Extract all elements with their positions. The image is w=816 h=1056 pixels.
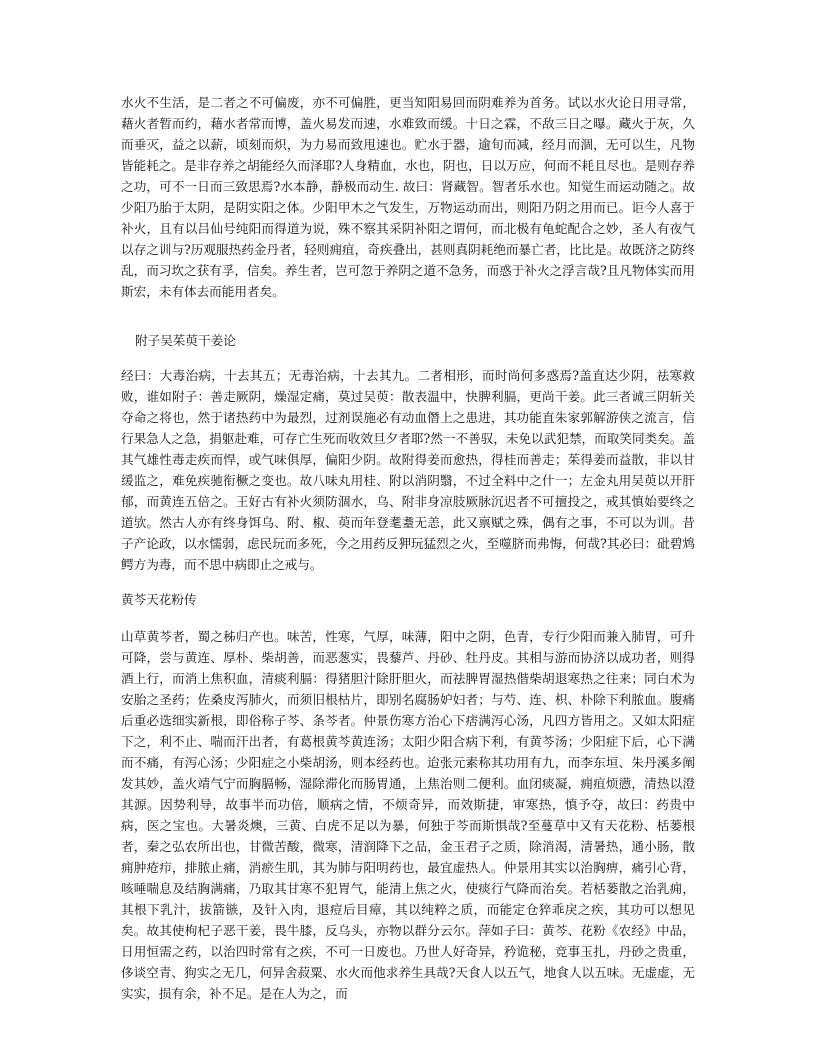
paragraph-fuzi: 经曰：大毒治病，十去其五；无毒治病，十去其九。二者相形，而时尚何多惑焉?盖直达少阴，祛寒救败，谁如附子：善走厥阴，燥湿定痛，莫过吴萸：散表温中，快脾利膈，更尚干姜。此三者诚三阴斩关夺命之将也，然于诸热药中为最烈，过剂误施必有动血僭上之患进，其功能直朱家郭解游侠之流言，信行果急人之急，捐躯赴难，可存亡生死而收效旦夕者耶?然一不善驭，未免以武犯禁，而取笑同类矣。盖其气雄性毒走疾而悍，或气味俱厚，偏阳少阴。故附得姜而愈热，得桂而善走；茱得姜而益散，非以甘缓监之，难免疾驰衔橛之变也。故八味丸用桂、附以消阴翳，不过全料中之什一；左金丸用吴萸以开肝郁，而黄连五倍之。王好古有补火须防涸水，乌、附非身凉肢厥脉沉迟者不可擅投之，戒其慎始要终之道欤。然古人亦有终身饵乌、附、椒、萸而年登耄耋无恙，此又禀赋之殊，偶有之事，不可以为训。昔子产论政，以水懦弱，虑民玩而多死，今之用药反狎玩猛烈之火，至噬脐而弗悔，何哉?其必曰：砒碧鸩鳄方为毒，而不思中病即止之戒与。: [121, 368, 695, 572]
paragraph-huangqin: 山草黄芩者，蜀之秭归产也。味苦，性寒，气厚，味薄，阳中之阴，色青，专行少阳而兼入肺胃，可升可降，尝与黄连、厚朴、柴胡善，而恶葱实，畏藜芦、丹砂、牡丹皮。其相与游而协济以成功者，则得酒上行，而消上焦积血，清痰利膈：得猪胆汁除肝胆火，而祛脾胃湿热偕柴胡退寒热之往来；同白术为安胎之圣药；佐桑皮泻肺火，而须旧根枯片，即别名腐肠妒妇者；与芍、连、枳、朴除下利脓血。腹痛后重必选细实新根，即俗称子芩、条芩者。仲景伤寒方治心下痞满泻心汤，凡四方皆用之。又如太阳症下之，利不止、喘而汗出者，有葛根黄芩黄连汤；太阳少阳合病下利，有黄芩汤；少阳症下后，心下满而不痛，有泻心汤；少阳症之小柴胡汤，则本经药也。迨张元素称其功用有九，而李东垣、朱丹溪多阐发其妙，盖火靖气宁而胸膈畅，湿除滞化而肠胃通，上焦治则二便利。血闭痰凝，痈疽烦懑，清热以澄其源。因势利导，故事半而功倍，顺病之情，不烦奇异，而效斯捷，审寒热，慎予夺，故曰：药贵中病，医之宝也。大暑炎燠，三黄、白虎不足以为暴，何独于芩而斯惧哉?至蔓草中又有天花粉、栝蒌根者，秦之弘农所出也，甘微苦酸，微寒，清润降下之品，金玉君子之质，除消渴，清暑热，通小肠，散痈肿疮疖，排脓止痛，消瘀生肌，其为肺与阳明药也，最宜虚热人。仲景用其实以治胸痹，痛引心背，咳唾喘息及结胸满痛，乃取其甘寒不犯胃气，能清上焦之火，使痰行气降而治矣。若栝蒌散之治乳痈，其根下乳汁，拔箭镞，及针入肉，退痘后目瘴，其以纯粹之质，而能定仓猝乖戾之疾，其功可以想见矣。故其使枸杞子恶干姜，畏牛膝，反乌头，亦物以群分云尔。萍如子曰：黄芩、花粉《农经》中品，日用恒需之药，以治四时常有之疾，不可一日废也。乃世人好奇异，矜诡秘，竞事玉扎，丹砂之贵重，侈谈空青、狗实之无几，何异舍菽粟、水火而他求养生具哉?天食人以五气，地食人以五味。无虚虚，无实实，损有余，补不足。是在人为之，而: [121, 629, 695, 1001]
section-heading-huangqin: 黄芩天花粉传: [121, 592, 197, 607]
section-heading-fuzi: 附子吴茱萸干姜论: [135, 333, 236, 348]
paragraph-water-fire: 水火不生活，是二者之不可偏废，亦不可偏胜，更当知阳易回而阴难养为首务。试以水火论日用寻常，藉火者暂而约，藉水者常而博，盖火易发而速，水难致而缓。十日之霖，不敌三日之曝。藏火于灰，久而垂灭，益之以薪，顷刻而炽，为力易而致甩速也。贮水于器，逾旬而减，经月而涸，无可以生，凡物皆能耗之。是非存养之胡能经久而泽耶?人身精血，水也，阴也，日以万应，何而不耗且尽也。是则存养之功，可不一日而三致思焉?水本静，静极而动生. 故曰：肾藏智。智者乐水也。知觉生而运动随之。故少阳乃胎于太阴，是阴实阳之体。少阳甲木之气发生，万物运动而出，则阳乃阴之用而已。讵今人喜于补火，且有以吕仙号纯阳而得道为说，殊不察其采阴补阳之谓何，而北极有龟蛇配合之妙，圣人有夜气以存之训与?历观服热药金丹者，轻则痈疽，奇疾叠出，甚则真阴耗绝而暴亡者，比比是。故既济之防终乱，而习坎之获有孚，信矣。养生者，岂可忽于养阴之道不急务，而惑于补火之浮言哉?且凡物体实而用斯宏，未有体去而能用者矣。: [121, 95, 695, 299]
document-body: [121, 92, 695, 1004]
